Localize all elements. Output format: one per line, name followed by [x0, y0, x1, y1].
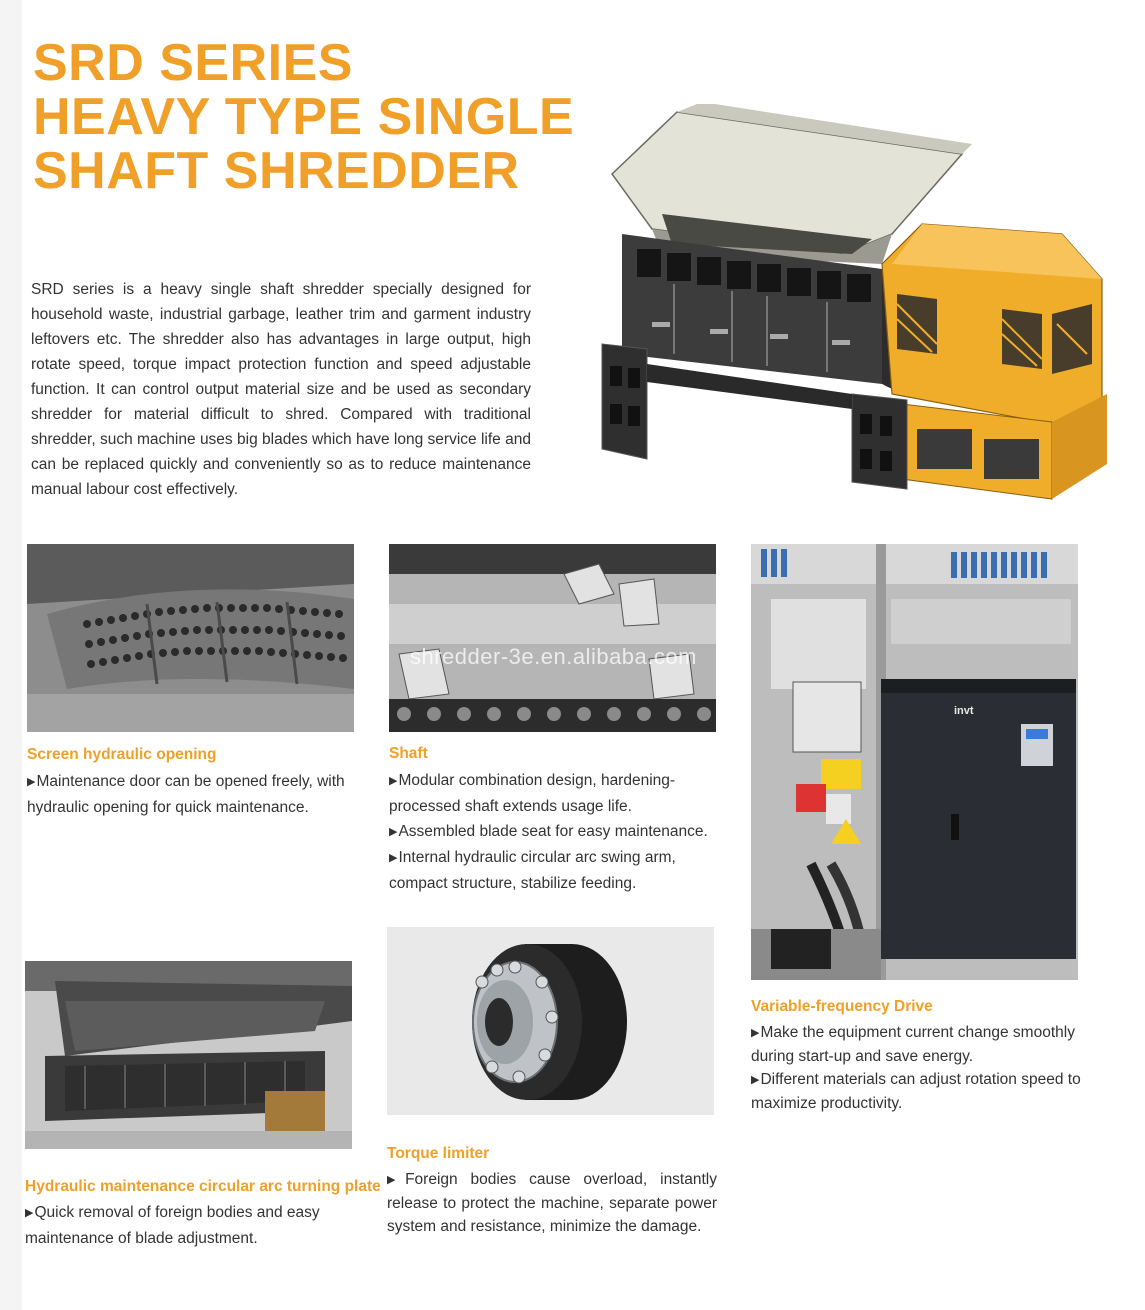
screen-photo — [27, 544, 354, 732]
vfd-cabinet-photo — [751, 544, 1078, 980]
feature-bullet-line: ▶Modular combination design, hardening-processed shaft extends usage life. — [389, 772, 676, 815]
bullet-arrow-icon: ▶ — [751, 1027, 760, 1039]
intro-paragraph: SRD series is a heavy single shaft shredder specially designed for household waste, industrial garbage, leather trim and garment industry leftovers etc. The shredder also has advantages in large output, high rotate speed, torque impact protection function and speed adjustable function. It can control output material size and be used as secondary shredder for material difficult to shred. Compared with traditional shredder, such machine uses big blades which have long service life and can be replaced quickly and conveniently so as to reduce maintenance manual labour cost effectively. — [31, 281, 531, 498]
bullet-arrow-icon: ▶ — [389, 852, 398, 864]
feature-bullet-line: ▶Maintenance door can be opened freely, with hydraulic opening for quick maintenance. — [27, 773, 345, 816]
screen-feature-description — [27, 769, 357, 820]
bullet-arrow-icon: ▶ — [25, 1207, 34, 1219]
vfd-brand-label: invt — [954, 705, 974, 717]
bullet-arrow-icon: ▶ — [389, 826, 398, 838]
shaft-feature-description — [389, 768, 719, 896]
shredder-machine-image — [592, 104, 1116, 516]
bullet-arrow-icon: ▶ — [27, 776, 36, 788]
torque-feature-description — [387, 1168, 717, 1238]
bullet-arrow-icon: ▶ — [389, 775, 398, 787]
turning-plate-photo — [25, 961, 352, 1149]
feature-bullet-line: ▶Assembled blade seat for easy maintenance. — [389, 823, 708, 840]
torque-limiter-photo — [387, 927, 714, 1115]
bullet-arrow-icon: ▶ — [387, 1174, 405, 1186]
page-margin-band — [0, 0, 22, 1310]
feature-bullet-line: ▶Quick removal of foreign bodies and easy maintenance of blade adjustment. — [25, 1204, 320, 1247]
title-line: SRD SERIES — [33, 34, 353, 92]
title-line: HEAVY TYPE SINGLE — [33, 88, 575, 146]
vfd-feature-title: Variable-frequency Drive — [751, 998, 933, 1015]
plate-feature-description — [25, 1200, 357, 1251]
shaft-photo — [389, 544, 716, 732]
feature-bullet-line: ▶Internal hydraulic circular arc swing arm, compact structure, stabilize feeding. — [389, 849, 676, 892]
feature-bullet-line: ▶Different materials can adjust rotation speed to maximize productivity. — [751, 1071, 1081, 1112]
torque-feature-title: Torque limiter — [387, 1145, 490, 1162]
page-title — [33, 36, 574, 198]
feature-bullet-line: ▶Foreign bodies cause overload, instantly release to protect the machine, separate power system and resistance, minimize the damage. — [387, 1171, 717, 1235]
title-line: SHAFT SHREDDER — [33, 142, 520, 200]
watermark: shredder-3e.en.alibaba.com — [410, 644, 697, 669]
screen-feature-title: Screen hydraulic opening — [27, 746, 217, 763]
feature-bullet-line: ▶Make the equipment current change smoothly during start-up and save energy. — [751, 1024, 1075, 1065]
vfd-feature-description — [751, 1021, 1081, 1115]
shaft-feature-title: Shaft — [389, 745, 428, 762]
bullet-arrow-icon: ▶ — [751, 1074, 760, 1086]
plate-feature-title: Hydraulic maintenance circular arc turning plate — [25, 1178, 381, 1195]
